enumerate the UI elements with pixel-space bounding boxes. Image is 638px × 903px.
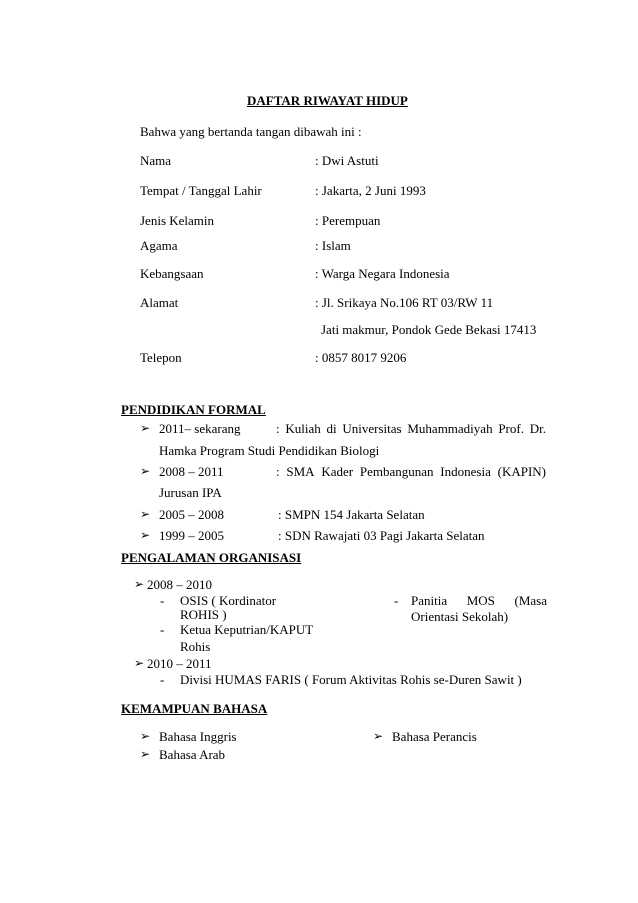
language-heading: KEMAMPUAN BAHASA: [121, 701, 268, 716]
org-panitia-line1: [411, 593, 547, 608]
value-ttl: : Jakarta, 2 Juni 1993: [315, 183, 426, 198]
edu-desc-line2: Hamka Program Studi Pendidikan Biologi: [159, 443, 380, 458]
org-ketua-line1: Ketua Keputrian/KAPUT: [180, 622, 314, 637]
edu-desc-word: Prof.: [498, 421, 524, 436]
label-alamat: Alamat: [140, 295, 179, 310]
arrow-bullet-icon: ➢: [140, 528, 151, 542]
org-panitia-word: MOS: [466, 593, 495, 608]
language-item: Bahasa Perancis: [392, 729, 477, 744]
value-alamat-line2: Jati makmur, Pondok Gede Bekasi 17413: [321, 322, 537, 337]
value-nama: : Dwi Astuti: [315, 153, 379, 168]
org-osis-line2: ROHIS ): [180, 607, 227, 622]
language-item: Bahasa Inggris: [159, 729, 237, 744]
org-humas: Divisi HUMAS FARIS ( Forum Aktivitas Rohis se-Duren Sawit ): [180, 672, 522, 687]
edu-desc-word: Dr.: [529, 421, 546, 436]
label-jenis-kelamin: Jenis Kelamin: [140, 213, 215, 228]
language-item: Bahasa Arab: [159, 747, 226, 762]
edu-desc-word: Kader: [321, 464, 354, 479]
value-alamat: : Jl. Srikaya No.106 RT 03/RW 11: [315, 295, 494, 310]
edu-desc-line2: Jurusan IPA: [159, 485, 222, 500]
edu-desc: : SDN Rawajati 03 Pagi Jakarta Selatan: [278, 528, 485, 543]
arrow-bullet-icon: ➢: [140, 507, 151, 521]
dash: -: [160, 672, 165, 687]
label-nama: Nama: [140, 153, 172, 168]
arrow-bullet-icon: ➢: [373, 729, 384, 743]
edu-period: 1999 – 2005: [159, 528, 224, 543]
edu-desc-word: SMA: [286, 464, 315, 479]
org-panitia-word: Panitia: [411, 593, 448, 608]
edu-period: 2011– sekarang: [159, 421, 241, 436]
arrow-bullet-icon: ➢: [134, 656, 145, 670]
edu-desc-word: Muhammadiyah: [407, 421, 493, 436]
edu-desc-word: Indonesia: [440, 464, 491, 479]
value-telepon: : 0857 8017 9206: [315, 350, 407, 365]
org-panitia-line2: Orientasi Sekolah): [411, 609, 509, 624]
arrow-bullet-icon: ➢: [134, 577, 145, 591]
edu-desc: [276, 421, 546, 436]
label-ttl: Tempat / Tanggal Lahir: [140, 183, 262, 198]
org-period: 2008 – 2010: [147, 577, 212, 592]
edu-desc-word: di: [326, 421, 337, 436]
label-kebangsaan: Kebangsaan: [140, 266, 204, 281]
page-title: DAFTAR RIWAYAT HIDUP: [247, 93, 408, 108]
arrow-bullet-icon: ➢: [140, 464, 151, 478]
arrow-bullet-icon: ➢: [140, 729, 151, 743]
dash: -: [160, 593, 165, 608]
edu-period: 2008 – 2011: [159, 464, 224, 479]
label-telepon: Telepon: [140, 350, 182, 365]
education-heading: PENDIDIKAN FORMAL: [121, 402, 266, 417]
edu-desc: [276, 464, 546, 479]
label-agama: Agama: [140, 238, 178, 253]
edu-desc-word: :: [276, 421, 280, 436]
arrow-bullet-icon: ➢: [140, 747, 151, 761]
edu-desc-word: :: [276, 464, 280, 479]
dash: -: [394, 593, 399, 608]
arrow-bullet-icon: ➢: [140, 421, 151, 435]
dash: -: [160, 622, 165, 637]
edu-desc: : SMPN 154 Jakarta Selatan: [278, 507, 425, 522]
org-period: 2010 – 2011: [147, 656, 212, 671]
value-jenis-kelamin: : Perempuan: [315, 213, 381, 228]
intro-text: Bahwa yang bertanda tangan dibawah ini :: [140, 124, 362, 139]
org-panitia-word: (Masa: [514, 593, 547, 608]
value-kebangsaan: : Warga Negara Indonesia: [315, 266, 450, 281]
edu-desc-word: Kuliah: [285, 421, 321, 436]
edu-desc-word: Universitas: [342, 421, 402, 436]
org-osis-line1: OSIS ( Kordinator: [180, 593, 277, 608]
edu-desc-word: Pembangunan: [359, 464, 434, 479]
org-ketua-line2: Rohis: [180, 639, 211, 654]
value-agama: : Islam: [315, 238, 351, 253]
edu-period: 2005 – 2008: [159, 507, 224, 522]
edu-desc-word: (KAPIN): [497, 464, 546, 479]
organization-heading: PENGALAMAN ORGANISASI: [121, 550, 302, 565]
